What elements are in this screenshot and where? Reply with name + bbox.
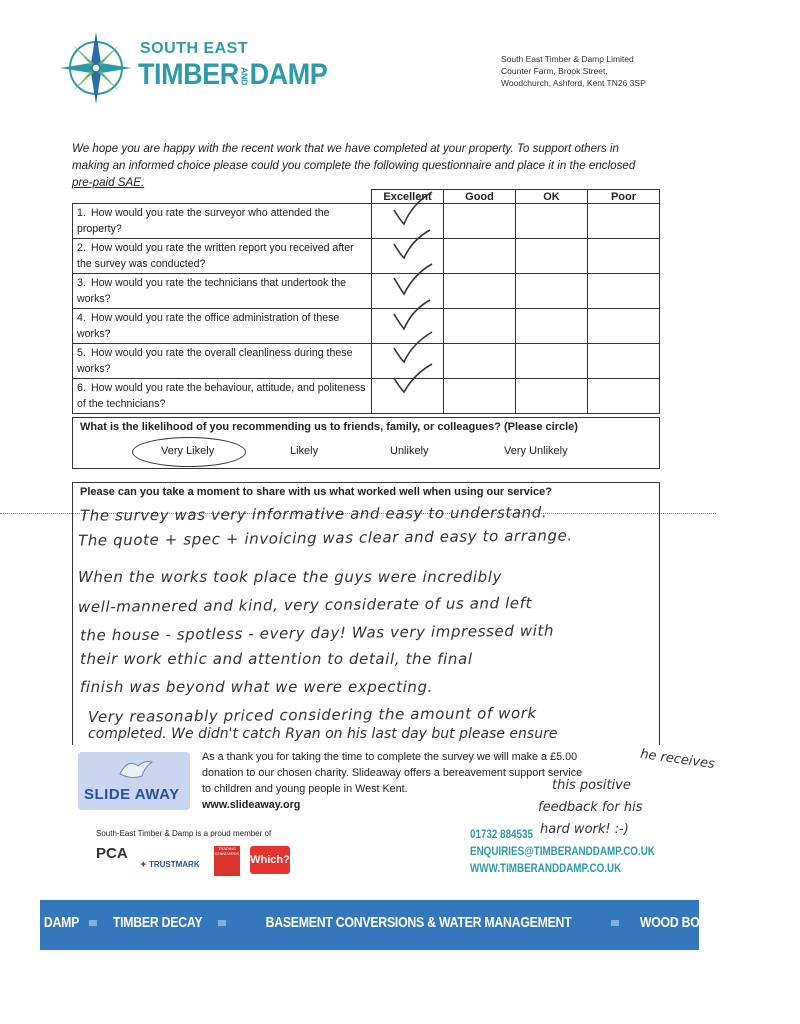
column-header: Excellent: [372, 190, 444, 204]
rating-cell-poor[interactable]: [587, 204, 659, 239]
table-row: [73, 344, 660, 379]
handwritten-line: Very reasonably priced considering the amount of work: [87, 704, 537, 726]
brand-damp: DAMP: [249, 58, 328, 91]
handwritten-side-note: feedback for his: [538, 800, 643, 815]
footer-services: [40, 914, 785, 931]
handwritten-side-note: this positive: [552, 778, 631, 793]
address-line: Woodchurch, Ashford, Kent TN26 3SP: [501, 78, 646, 88]
questionnaire-table: [72, 189, 660, 414]
rating-cell-ok[interactable]: [516, 344, 588, 379]
charity-line: donation to our chosen charity. Slideaway offers a bereavement support service: [202, 767, 583, 779]
rating-cell-good[interactable]: [444, 239, 516, 274]
rating-cell-good[interactable]: [444, 204, 516, 239]
question-cell: [73, 309, 372, 344]
footer-item: TIMBER DECAY: [112, 914, 203, 931]
likelihood-title: What is the likelihood of you recommending us to friends, family, or colleagues? (Please circle): [80, 421, 578, 433]
tick-mark-icon: [390, 226, 434, 262]
question-text: How would you rate the written report you received after the survey was conducted?: [77, 242, 354, 270]
handwritten-line: their work ethic and attention to detail, the final: [80, 650, 473, 668]
intro-line: pre-paid SAE.: [72, 176, 145, 189]
compass-star-logo-icon: [58, 30, 134, 106]
handwritten-side-note: hard work! :-): [540, 822, 629, 837]
separator-icon: [611, 920, 619, 926]
question-text: How would you rate the technicians that undertook the works?: [77, 277, 346, 305]
pca-badge: [96, 846, 136, 878]
trustmark-logo-text: TRUSTMARK: [148, 860, 200, 869]
question-number: 1.: [77, 207, 86, 219]
question-number: 4.: [77, 312, 86, 324]
likelihood-option[interactable]: Very Likely: [161, 445, 215, 457]
feedback-title: Please can you take a moment to share with us what worked well when using our service?: [80, 486, 552, 498]
rating-cell-good[interactable]: [444, 309, 516, 344]
column-header: Good: [444, 190, 516, 204]
handwritten-line: completed. We didn't catch Ryan on his last day but please ensure: [88, 726, 558, 742]
pca-logo-text: PCA: [96, 845, 128, 862]
rating-cell-good[interactable]: [444, 274, 516, 309]
slideaway-logo-text: SLIDE AWAY: [84, 786, 180, 803]
table-row: [73, 239, 660, 274]
handwritten-line: well-mannered and kind, very considerate of us and left: [77, 594, 533, 616]
tick-mark-icon: [390, 330, 434, 366]
membership-label: South-East Timber & Damp is a proud member of: [96, 829, 272, 838]
likelihood-option[interactable]: Likely: [290, 445, 319, 457]
selected-option-circle: [132, 437, 246, 467]
question-cell: [73, 379, 372, 414]
question-number: 3.: [77, 277, 86, 289]
which-logo-text: Which?: [250, 854, 290, 866]
separator-icon: [89, 920, 97, 926]
trading-standards-logo-text: TRADING STANDARDS: [214, 846, 240, 856]
tick-mark-icon: [390, 190, 434, 226]
question-cell: [73, 344, 372, 379]
rating-cell-ok[interactable]: [516, 379, 588, 414]
tick-mark-icon: [390, 262, 434, 298]
handwritten-side-note: he receives: [639, 746, 716, 773]
handwritten-line: When the works took place the guys were incredibly: [78, 568, 503, 586]
question-cell: [73, 204, 372, 239]
brand-name: [138, 58, 327, 92]
table-row: [73, 274, 660, 309]
footer-item: DAMP: [43, 914, 80, 931]
brand-and: AND: [239, 67, 249, 86]
address-line: South East Timber & Damp Limited: [501, 54, 634, 64]
rating-cell-ok[interactable]: [516, 239, 588, 274]
rating-cell-poor[interactable]: [587, 309, 659, 344]
address-line: Counter Farm, Brook Street,: [501, 66, 608, 76]
tick-mark-icon: [390, 362, 434, 398]
contact-web[interactable]: WWW.TIMBERANDDAMP.CO.UK: [470, 861, 622, 875]
question-cell: [73, 239, 372, 274]
tick-mark-icon: [390, 296, 434, 332]
which-badge: [250, 846, 290, 874]
likelihood-option[interactable]: Unlikely: [390, 445, 429, 457]
rating-cell-good[interactable]: [444, 379, 516, 414]
table-row: [73, 379, 660, 414]
contact-phone[interactable]: 01732 884535: [470, 827, 533, 841]
rating-cell-ok[interactable]: [516, 274, 588, 309]
intro-text: [72, 140, 672, 191]
trading-standards-badge: [214, 846, 240, 876]
intro-line: making an informed choice please could you complete the following questionnaire and place it in the enclosed: [72, 159, 636, 172]
handwritten-line: The survey was very informative and easy to understand.: [79, 503, 548, 525]
question-cell: [73, 274, 372, 309]
footer-item: WOOD BORING INSECTS: [640, 914, 785, 931]
charity-line: As a thank you for taking the time to complete the survey we will make a £5.00: [202, 751, 578, 763]
rating-cell-poor[interactable]: [587, 379, 659, 414]
bird-icon: [118, 756, 154, 782]
footer-item: BASEMENT CONVERSIONS & WATER MANAGEMENT: [265, 914, 572, 931]
slideaway-logo: [78, 752, 190, 810]
handwritten-line: the house - spotless - every day! Was very impressed with: [79, 621, 555, 645]
brand-line1: SOUTH EAST: [140, 40, 249, 57]
table-row: [73, 309, 660, 344]
question-text: How would you rate the behaviour, attitude, and politeness of the technicians?: [77, 382, 366, 410]
contact-details: [470, 826, 655, 877]
question-number: 2.: [77, 242, 86, 254]
question-number: 6.: [77, 382, 86, 394]
column-header: Poor: [587, 190, 659, 204]
rating-cell-poor[interactable]: [587, 344, 659, 379]
trustmark-badge: ✦ TRUSTMARK: [140, 860, 200, 869]
likelihood-option[interactable]: Very Unlikely: [504, 445, 568, 457]
rating-cell-ok[interactable]: [516, 204, 588, 239]
handwritten-line: finish was beyond what we were expecting.: [80, 678, 433, 696]
table-row: [73, 204, 660, 239]
question-text: How would you rate the office administration of these works?: [77, 312, 340, 340]
question-text: How would you rate the surveyor who attended the property?: [77, 207, 330, 235]
handwritten-line: The quote + spec + invoicing was clear and easy to arrange.: [77, 526, 573, 550]
blank-header: [73, 190, 372, 204]
column-header: OK: [516, 190, 588, 204]
separator-icon: [218, 920, 226, 926]
question-text: How would you rate the overall cleanliness during these works?: [77, 347, 353, 375]
brand-timber: TIMBER: [138, 58, 239, 91]
rating-cell-poor[interactable]: [587, 274, 659, 309]
table-header-row: [73, 190, 660, 204]
charity-url[interactable]: www.slideaway.org: [202, 799, 301, 811]
question-number: 5.: [77, 347, 86, 359]
charity-line: to children and young people in West Kent.: [202, 783, 408, 795]
rating-cell-good[interactable]: [444, 344, 516, 379]
rating-cell-ok[interactable]: [516, 309, 588, 344]
rating-cell-poor[interactable]: [587, 239, 659, 274]
company-address: [501, 53, 646, 89]
intro-line: We hope you are happy with the recent work that we have completed at your property. To support others in: [72, 142, 619, 155]
contact-email[interactable]: ENQUIRIES@TIMBERANDDAMP.CO.UK: [470, 844, 655, 858]
